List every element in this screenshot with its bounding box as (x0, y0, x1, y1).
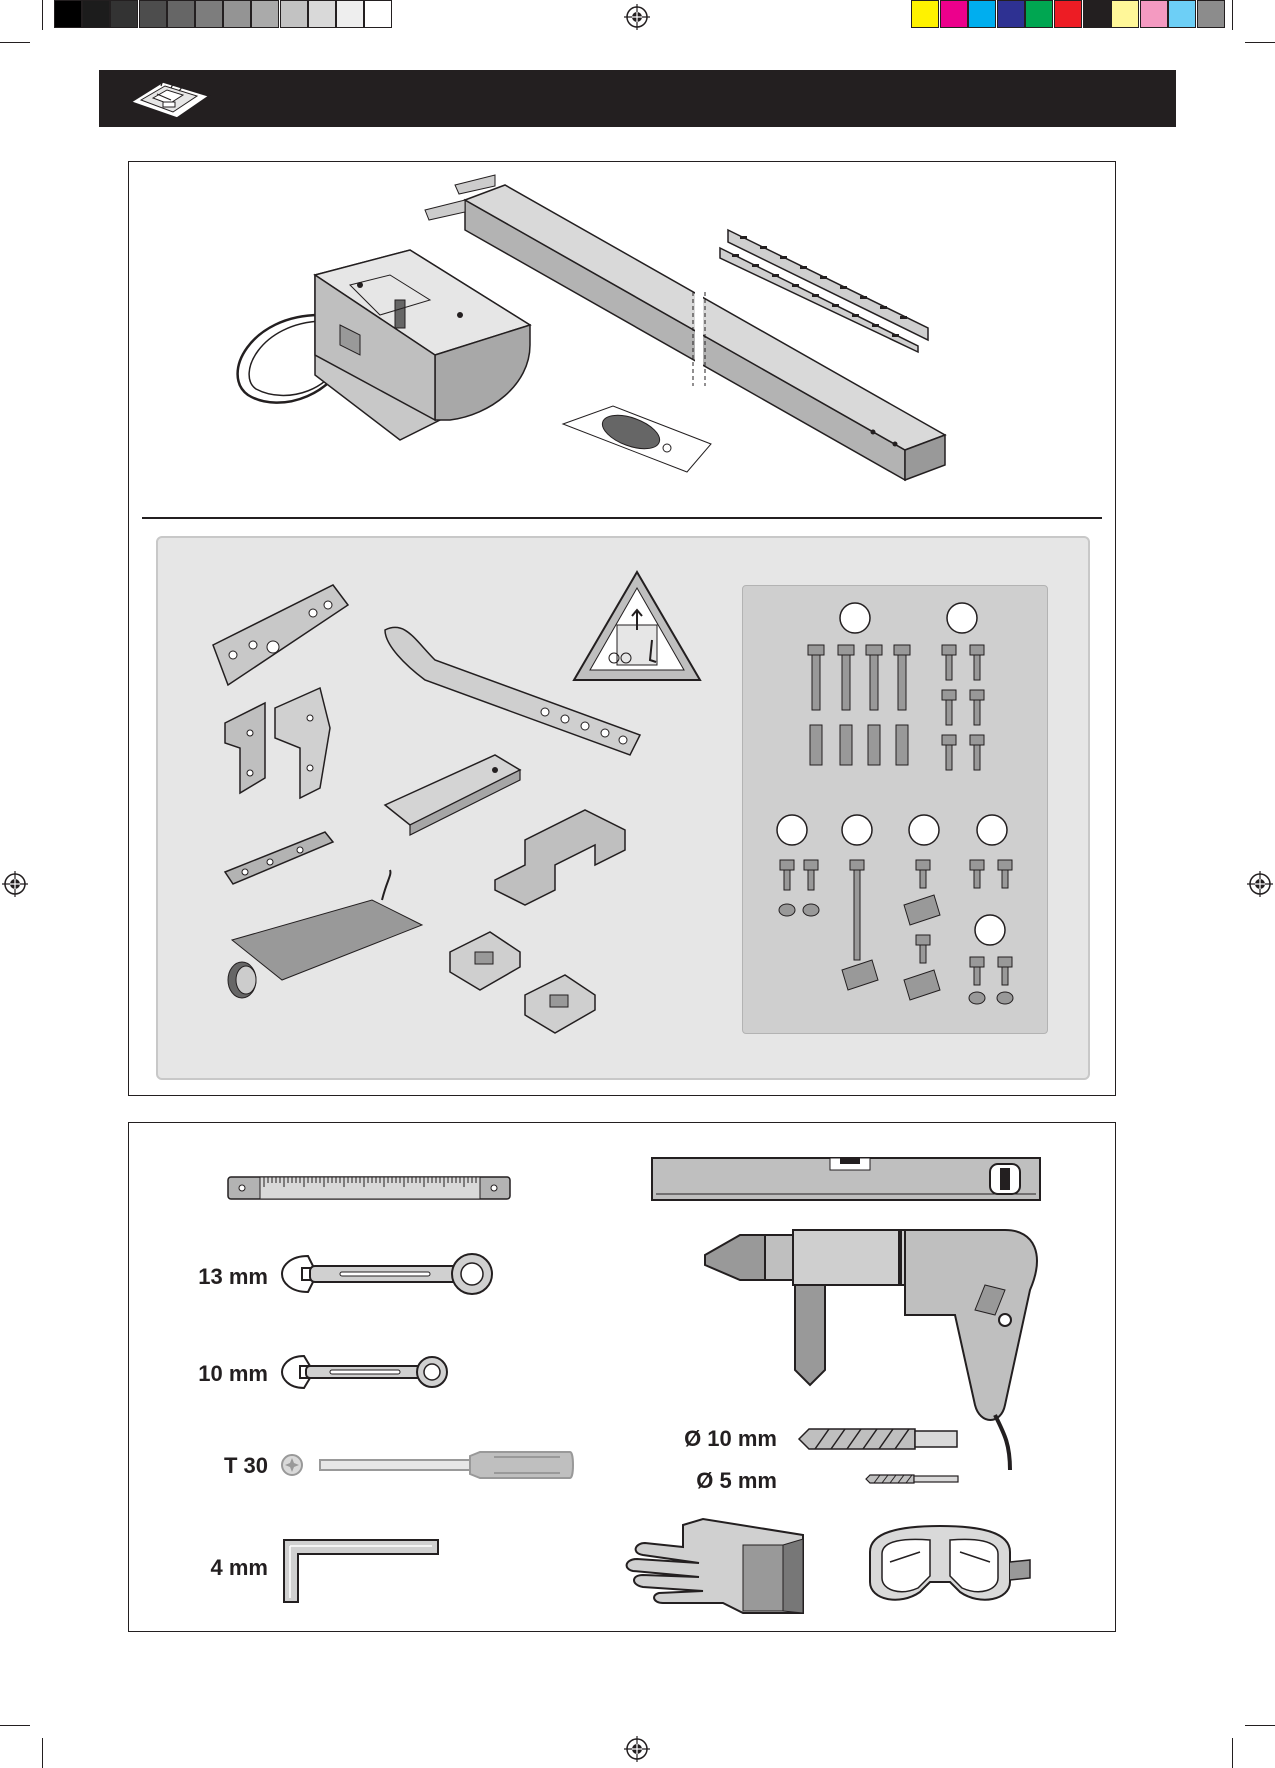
u-bracket-icon (495, 810, 635, 910)
registration-mark-icon (624, 4, 650, 30)
process-color-swatch (1054, 0, 1082, 28)
process-color-swatch (997, 0, 1025, 28)
crop-mark (42, 0, 43, 30)
registration-mark-icon (624, 1736, 650, 1762)
grayscale-swatch (364, 0, 392, 28)
process-color-swatch (1111, 0, 1139, 28)
process-color-swatch (968, 0, 996, 28)
wrench-icon (280, 1352, 450, 1392)
emergency-release-icon (222, 870, 422, 1000)
drill-bit-label: Ø 10 mm (684, 1426, 777, 1451)
grayscale-swatch (308, 0, 336, 28)
registration-mark-icon (1247, 871, 1273, 897)
grayscale-swatch (139, 0, 167, 28)
section-header-bar (99, 70, 1176, 127)
spirit-level-icon (650, 1154, 1042, 1202)
tool-label: 4 mm (210, 1555, 268, 1580)
tool-label: T 30 (223, 1453, 268, 1478)
process-color-swatch (911, 0, 939, 28)
package-contents-icon (127, 76, 213, 122)
warning-label-icon (572, 570, 702, 683)
grayscale-swatch (251, 0, 279, 28)
perforated-strip-icon (718, 228, 938, 353)
registration-mark-icon (2, 871, 28, 897)
drill-bit-icon (795, 1425, 960, 1453)
grayscale-swatch (167, 0, 195, 28)
clip-icon (525, 975, 595, 1035)
safety-goggles-icon (860, 1522, 1035, 1610)
tool-label: 13 mm (198, 1264, 268, 1289)
grayscale-swatch (110, 0, 138, 28)
process-color-swatch (1025, 0, 1053, 28)
grayscale-swatch (223, 0, 251, 28)
crop-mark (1232, 0, 1233, 30)
header-bracket-icon (213, 585, 353, 695)
crop-mark (1245, 42, 1275, 43)
door-bracket-icon (220, 688, 340, 813)
tool-label: 10 mm (198, 1361, 268, 1386)
divider (142, 517, 1102, 519)
torx-screwdriver-icon (280, 1448, 575, 1482)
grayscale-swatch (280, 0, 308, 28)
hand-transmitter-icon (563, 402, 713, 472)
folding-rule-icon (228, 1175, 510, 1201)
grayscale-swatch (336, 0, 364, 28)
process-color-swatch (1083, 0, 1111, 28)
process-color-swatch (1140, 0, 1168, 28)
grayscale-swatch (82, 0, 110, 28)
crop-mark (1245, 1725, 1275, 1726)
hex-key-icon (280, 1536, 440, 1604)
process-color-swatch (1168, 0, 1196, 28)
grayscale-swatch (54, 0, 82, 28)
process-color-swatch (940, 0, 968, 28)
grayscale-swatch (195, 0, 223, 28)
process-color-swatch (1197, 0, 1225, 28)
crop-mark (42, 1738, 43, 1768)
drill-bit-label: Ø 5 mm (696, 1468, 777, 1493)
fastener-set (742, 585, 1046, 1032)
drill-bit-icon (864, 1473, 960, 1485)
gloves-icon (623, 1515, 808, 1615)
wrench-icon (280, 1250, 495, 1298)
crop-mark (1232, 1738, 1233, 1768)
crop-mark (0, 42, 30, 43)
clip-icon (450, 932, 520, 992)
crop-mark (0, 1725, 30, 1726)
